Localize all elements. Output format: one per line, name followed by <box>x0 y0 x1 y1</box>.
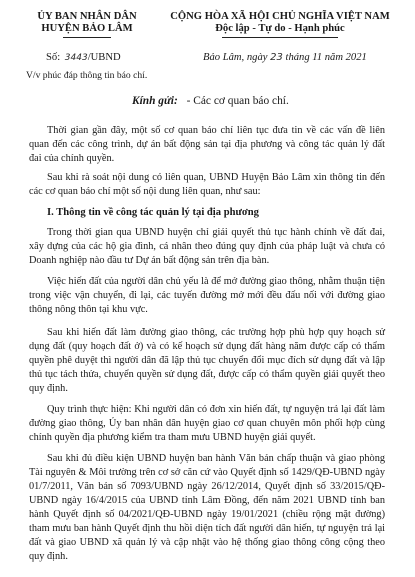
recipient-label: Kính gửi: <box>132 95 178 107</box>
agency-name <box>22 11 152 35</box>
agency-underline <box>63 37 111 38</box>
motto-line-2: Độc lập - Tự do - Hạnh phúc <box>215 23 345 34</box>
paragraph-3: Trong thời gian qua UBND huyện chỉ giải quyết thủ tục hành chính về đất đai, xây dựng của các hộ gia đình, cá nhân theo đúng quy định của pháp luật và chưa có Doanh nghiệp nào đầu tư Dự án bất động sản trên địa bàn. <box>29 227 385 266</box>
date-suffix: tháng 11 năm 2021 <box>285 52 367 63</box>
paragraph-1: Thời gian gần đây, một số cơ quan báo chí liên tục đưa tin về các vấn đề liên quan đến các công trình, dự án bất động sản tại địa phương và công tác quản lý đất đai của chính quyền. <box>29 125 385 164</box>
paragraph-6: Quy trình thực hiện: Khi người dân có đơn xin hiến đất, tự nguyện trả lại đất làm đường giao thông, Ủy ban nhân dân huyện giao cơ quan chuyên môn phối hợp cùng chính quyền địa phương kiểm tra tham mưu UBND huyện giải quyết. <box>29 404 385 443</box>
recipient-value: - Các cơ quan báo chí. <box>186 95 289 107</box>
paragraph-2: Sau khi rà soát nội dung có liên quan, UBND Huyện Bảo Lâm xin thông tin đến các cơ quan báo chí một số nội dung liên quan, như sau: <box>29 172 385 197</box>
date-day-handwritten: 23 <box>270 52 283 63</box>
number-prefix: Số: <box>46 52 61 63</box>
date-prefix: Bảo Lâm, ngày <box>203 52 268 63</box>
paragraph-5: Sau khi hiến đất làm đường giao thông, các trường hợp phù hợp quy hoạch sử dụng đất (quy hoạch đất ở) và có kế hoạch sử dụng đất hàng năm được cấp có thẩm quyền phê duyệt thì người dân đã lập thủ tục chuyển đổi mục đích sử dụng đất và lập thủ tục tách thửa, chuyển quyền sử dụng đất, được cấp có thẩm quyền giải quyết theo quy định. <box>29 327 385 394</box>
number-handwritten: 3443 <box>64 53 88 63</box>
national-motto <box>160 11 400 35</box>
agency-line-1: ỦY BAN NHÂN DÂN <box>37 11 137 22</box>
recipient <box>132 95 289 107</box>
document-number <box>46 52 121 63</box>
section-heading-1: I. Thông tin về công tác quản lý tại địa phương <box>47 207 259 218</box>
subject-line: V/v phúc đáp thông tin báo chí. <box>26 70 148 81</box>
motto-line-1: CỘNG HÒA XÃ HỘI CHỦ NGHĨA VIỆT NAM <box>170 11 390 22</box>
paragraph-7: Sau khi đủ điều kiện UBND huyện ban hành Văn bản chấp thuận và giao phòng Tài nguyên & Môi trường trên cơ sở căn cứ vào Quyết định số 1429/QĐ-UBND ngày 01/7/2011, Văn bản số 7093/UBND ngày 26/12/2014, Quyết định số 33/2015/QĐ-UBND ngày 16/4/2015 của UBND tỉnh Lâm Đồng, đến năm 2021 UBND tỉnh ban hành Quyết định số 04/2021/QĐ-UBND ngày 19/01/2021 (chiều rộng mặt đường) tham mưu ban hành Quyết định thu hồi diện tích đất người dân hiến, tự nguyện trả lại đất và giao UBND xã quản lý và cập nhật vào hệ thống giao thông công cộng theo quy định. <box>29 453 385 562</box>
paragraph-4: Việc hiến đất của người dân chủ yếu là để mở đường giao thông, nhằm thuận tiện trong việc vận chuyển, đi lại, các tuyến đường mở mới đều đấu nối với đường giao thông nông thôn tại khu vực. <box>29 276 385 315</box>
agency-line-2: HUYỆN BẢO LÂM <box>41 23 133 34</box>
number-suffix: /UBND <box>87 52 121 63</box>
document-date <box>203 52 367 63</box>
motto-underline <box>222 37 338 38</box>
